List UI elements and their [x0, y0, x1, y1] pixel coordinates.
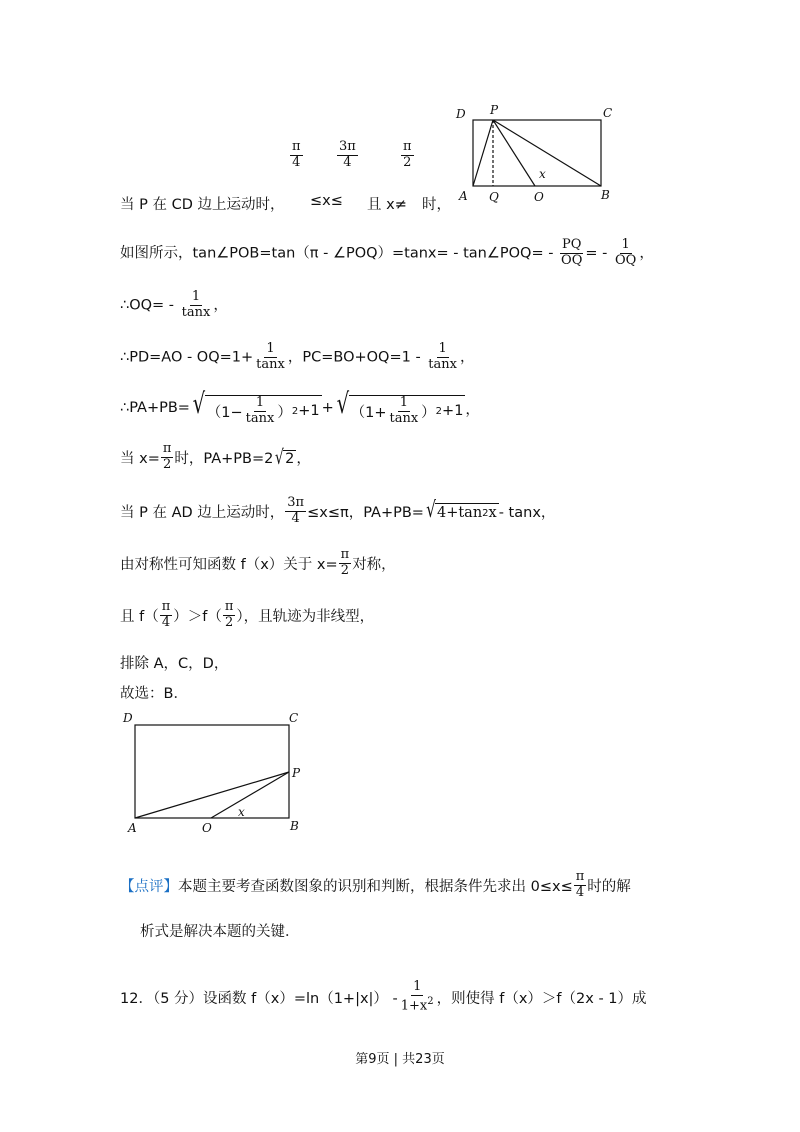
fig1-label-p: P	[490, 103, 499, 117]
line-1-frac2	[336, 140, 359, 171]
page-footer: 第9页 | 共23页	[355, 1052, 445, 1067]
frac-num: 1	[399, 395, 408, 410]
frac-den: 4	[291, 510, 300, 526]
line-2	[120, 238, 654, 269]
frac-pi-4	[290, 140, 303, 171]
frac-den	[399, 996, 436, 1014]
exponent: 2	[291, 405, 299, 417]
line-1-text-c: 且 x≠	[367, 197, 407, 213]
frac-3pi-4	[285, 496, 306, 527]
text: 本题主要考查函数图象的识别和判断，根据条件先求出 0≤x≤	[178, 878, 573, 895]
text: ，	[465, 401, 480, 418]
radical-sign: √	[192, 387, 206, 420]
frac-den: tanx	[245, 410, 275, 426]
frac-num: π	[224, 599, 234, 614]
line-3	[120, 290, 228, 321]
radical-sign: √	[426, 498, 436, 524]
frac-den: 4	[292, 154, 301, 170]
frac-den: tanx	[181, 304, 211, 320]
text: （1−	[206, 404, 243, 421]
exponent: 2	[435, 405, 443, 417]
text: ，	[639, 245, 654, 262]
frac-pi-2	[339, 548, 352, 579]
text: ，	[213, 297, 228, 314]
line-8	[120, 548, 396, 579]
fig2-segment-op	[211, 772, 289, 818]
sqrt-2	[334, 387, 466, 427]
frac-den: tanx	[389, 410, 419, 426]
fig2-label-p: P	[292, 766, 301, 780]
fig1-label-x: x	[539, 167, 546, 181]
text: 时的解	[587, 878, 631, 895]
text: 当 P 在 AD 边上运动时，	[120, 504, 285, 521]
fig2-segment-ap	[135, 772, 289, 818]
frac-num: 1	[255, 395, 265, 410]
fig2-label-o: O	[202, 821, 212, 835]
frac-den: 4	[343, 154, 352, 170]
line-10: 排除 A，C，D，	[120, 656, 229, 672]
text: ，则使得 f（x）＞f（2x - 1）成	[436, 990, 647, 1007]
fig2-label-d: D	[123, 711, 133, 725]
text: +1	[442, 403, 464, 420]
fig1-label-c: C	[603, 106, 613, 120]
frac-den: 4	[575, 884, 585, 900]
review-line-2: 析式是解决本题的关键．	[140, 924, 300, 940]
line-11: 故选：B．	[120, 686, 188, 702]
line-9	[120, 600, 374, 631]
frac-pi-4	[160, 600, 173, 631]
fig1-label-q: Q	[489, 190, 499, 204]
frac-num: 1	[413, 979, 422, 994]
fig1-segment-pa	[473, 120, 493, 186]
frac-1-tanx	[244, 396, 277, 427]
text: +1	[298, 403, 320, 420]
question-12	[120, 980, 647, 1014]
frac-pi-2	[161, 442, 174, 473]
sqrt-body	[205, 395, 322, 427]
fig1-label-a: A	[459, 189, 468, 203]
frac-num: PQ	[562, 237, 582, 252]
sqrt-body	[349, 395, 466, 427]
frac-den: 2	[162, 456, 172, 472]
text: 当 x=	[120, 450, 160, 467]
line-5	[120, 387, 480, 427]
frac-1-oq	[613, 238, 638, 269]
frac-num: 1	[266, 341, 275, 356]
line-1-text-b: ≤x≤	[310, 193, 343, 209]
frac-den: tanx	[428, 356, 457, 372]
fig1-label-b: B	[601, 188, 610, 202]
frac-3pi-4	[337, 140, 358, 171]
frac-num: π	[161, 599, 171, 614]
fig2-label-c: C	[289, 711, 299, 725]
text: ）	[421, 404, 436, 421]
review-tag: 【点评】	[120, 878, 178, 895]
text: 4+tan	[436, 505, 483, 522]
frac-den: 2	[340, 562, 350, 578]
exponent: 2	[427, 995, 434, 1007]
text: 如图所示，tan∠POB=tan（π - ∠POQ）=tanx= - tan∠POQ= -	[120, 245, 559, 262]
frac-num: π	[162, 441, 172, 456]
frac-num: 1	[621, 237, 630, 252]
fig1-rectangle	[473, 120, 601, 186]
review-line-1	[120, 870, 631, 901]
frac-num: 3π	[287, 495, 305, 510]
fig2-rectangle	[135, 725, 289, 818]
fig1-segment-pb	[493, 120, 601, 186]
frac-pi-2	[223, 600, 236, 631]
text: = -	[585, 245, 612, 262]
frac-1-tanx-2	[426, 342, 459, 373]
frac-den: OQ	[561, 252, 583, 268]
frac-pi-4	[574, 870, 587, 901]
sqrt-body	[435, 503, 499, 522]
frac-pq-oq	[559, 238, 584, 269]
figure-rectangle-pq	[450, 100, 620, 210]
fig1-label-d: D	[456, 107, 466, 121]
frac-1-tanx-2	[387, 396, 420, 427]
frac-num: π	[403, 139, 412, 154]
text: 12．（5 分）设函数 f（x）=ln（1+|x|） -	[120, 990, 398, 1007]
text: （1+	[350, 404, 387, 421]
line-1-text-d: 时，	[422, 197, 451, 213]
fig2-label-a: A	[128, 821, 137, 835]
text: 1+x	[400, 998, 428, 1014]
line-1-frac3	[400, 140, 415, 171]
text: x	[488, 505, 497, 522]
fig1-segment-po	[493, 120, 535, 186]
sqrt-body: 2	[285, 451, 295, 468]
text: 对称，	[352, 556, 396, 573]
frac-num: 1	[191, 289, 201, 304]
text: ）＞f（	[173, 608, 222, 625]
line-7	[120, 496, 555, 527]
text: ∴OQ= -	[120, 297, 179, 314]
text: ），且轨迹为非线型，	[236, 608, 375, 625]
sqrt-1	[190, 387, 322, 427]
frac-pi-2	[401, 140, 414, 171]
line-6	[120, 442, 311, 473]
sqrt-2	[273, 445, 296, 470]
exponent: 2	[482, 507, 489, 519]
plus: +	[321, 400, 334, 417]
frac-1-tanx	[254, 342, 287, 373]
frac-num: 1	[438, 341, 447, 356]
radical-sign: √	[275, 445, 285, 470]
text: ）	[277, 404, 292, 421]
frac-num: π	[575, 869, 585, 884]
text: ，PC=BO+OQ=1 -	[287, 349, 426, 366]
text: ≤x≤π，PA+PB=	[307, 504, 424, 521]
frac-den: 2	[403, 154, 412, 170]
line-1-text-a: 当 P 在 CD 边上运动时，	[120, 197, 285, 213]
text: ∴PA+PB=	[120, 400, 190, 417]
figure-rectangle-op	[118, 708, 318, 838]
fig2-label-x: x	[238, 805, 245, 819]
fig1-label-o: O	[534, 190, 544, 204]
frac-1-over-1-plus-x2	[399, 980, 436, 1014]
frac-1-tanx	[180, 290, 213, 321]
text: 时，PA+PB=2	[174, 450, 274, 467]
frac-den: tanx	[256, 356, 285, 372]
text: - tanx，	[498, 504, 556, 521]
text: ，	[459, 349, 475, 366]
frac-num: π	[292, 139, 301, 154]
frac-num: 3π	[339, 139, 356, 154]
fig2-label-b: B	[290, 819, 299, 833]
frac-den: 2	[225, 614, 234, 630]
text: 且 f（	[120, 608, 159, 625]
text: ，	[296, 450, 311, 467]
line-4	[120, 342, 474, 373]
text: 由对称性可知函数 f（x）关于 x=	[120, 556, 338, 573]
frac-den: 4	[161, 614, 171, 630]
sqrt-4-tan2x	[424, 500, 499, 522]
frac-num: π	[340, 547, 350, 562]
line-1-fractions	[289, 140, 304, 171]
frac-den: OQ	[614, 252, 637, 268]
text: ∴PD=AO - OQ=1+	[120, 349, 254, 366]
radical-sign: √	[336, 387, 349, 420]
